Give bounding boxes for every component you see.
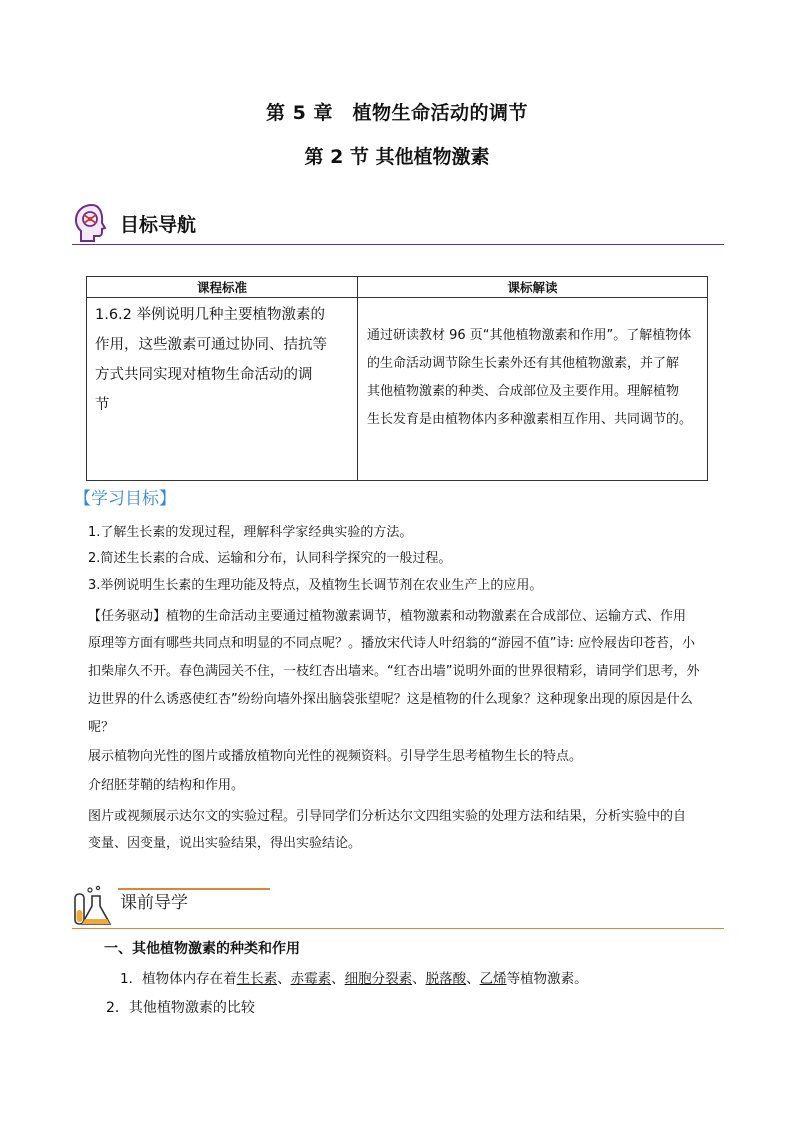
standard-line: 节 — [95, 397, 110, 413]
table-header-row — [87, 277, 708, 298]
interpretation-line: 其他植物激素的种类、合成部位及主要作用。理解植物 — [367, 384, 680, 399]
paragraph-phototropism: 展示植物向光性的图片或播放植物向光性的视频资料。引导学生思考植物生长的特点。 — [88, 749, 583, 764]
task-drive-line: 原理等方面有哪些共同点和明显的不同点呢？。播放宋代诗人叶绍翁的“游园不值”诗: 应怜屐齿印苍苔，小 — [88, 636, 695, 651]
learning-goal-item: 3.举例说明生长素的生理功能及特点，及植物生长调节剂在农业生产上的应用。 — [88, 578, 543, 593]
interpretation-line: 通过研读教材 96 页“其他植物激素和作用”。了解植物体 — [367, 328, 692, 343]
hormone-ethylene: 乙烯 — [479, 971, 507, 987]
head-brain-icon — [72, 202, 112, 248]
hormone-cytokinin: 细胞分裂素 — [344, 971, 413, 987]
target-nav-header — [72, 200, 724, 245]
section-title: 第 2 节 其他植物激素 — [304, 146, 490, 168]
chapter-title: 第 5 章 植物生命活动的调节 — [266, 102, 528, 124]
task-drive-line: 【任务驱动】植物的生命活动主要通过植物激素调节，植物激素和动物激素在合成部位、运输方式、作用 — [88, 609, 687, 624]
task-drive-line: 边世界的什么诱惑使红杏”纷纷向墙外探出脑袋张望呢？这是植物的什么现象？这种现象出现的原因是什么 — [88, 692, 693, 707]
header-standard-interpretation: 课标解读 — [358, 277, 708, 298]
sub-heading: 一、其他植物激素的种类和作用 — [104, 941, 300, 957]
task-drive-line: 呢？ — [88, 720, 115, 735]
task-drive-line: 扣柴扉久不开。春色满园关不住，一枝红杏出墙来。“红杏出墙”说明外面的世界很精彩，请同学们思考，外 — [88, 664, 700, 679]
standard-line: 1.6.2 举例说明几种主要植物激素的 — [95, 307, 326, 323]
pre-class-header — [72, 882, 724, 929]
pre-class-heading: 课前导学 — [120, 893, 188, 913]
learning-goal-item: 2.简述生长素的合成、运输和分布，认同科学探究的一般过程。 — [88, 551, 452, 566]
comparison-item: 2．其他植物激素的比较 — [106, 1000, 255, 1016]
hormone-abscisic-acid: 脱落酸 — [425, 971, 467, 987]
table-row — [87, 298, 708, 481]
course-standard-cell — [87, 298, 358, 481]
hormone-gibberellin: 赤霉素 — [290, 971, 332, 987]
experiment-line: 变量、因变量，说出实验结果，得出实验结论。 — [88, 836, 362, 851]
interpretation-line: 的生命活动调节除生长素外还有其他植物激素，并了解 — [367, 356, 680, 371]
hormone-list-item: 1．植物体内存在着生长素、赤霉素、细胞分裂素、脱落酸、乙烯等植物激素。 — [120, 971, 588, 987]
standard-line: 方式共同实现对植物生命活动的调 — [95, 367, 313, 383]
paragraph-coleoptile: 介绍胚芽鞘的结构和作用。 — [88, 778, 245, 793]
target-nav-heading: 目标导航 — [120, 214, 197, 236]
header-course-standard: 课程标准 — [87, 277, 358, 298]
learning-goal-item: 1.了解生长素的发现过程，理解科学家经典实验的方法。 — [88, 525, 413, 540]
experiment-line: 图片或视频展示达尔文的实验过程。引导同学们分析达尔文四组实验的处理方法和结果，分析实验中的自 — [88, 809, 687, 824]
hormone-auxin: 生长素 — [236, 971, 278, 987]
learning-goals-heading: 【学习目标】 — [74, 489, 176, 509]
standard-line: 作用，这些激素可通过协同、拮抗等 — [95, 337, 327, 353]
lab-flask-icon — [72, 884, 116, 932]
interpretation-line: 生长发育是由植物体内多种激素相互作用、共同调节的。 — [367, 412, 693, 427]
standards-table — [86, 276, 708, 481]
interpretation-cell — [358, 298, 708, 481]
